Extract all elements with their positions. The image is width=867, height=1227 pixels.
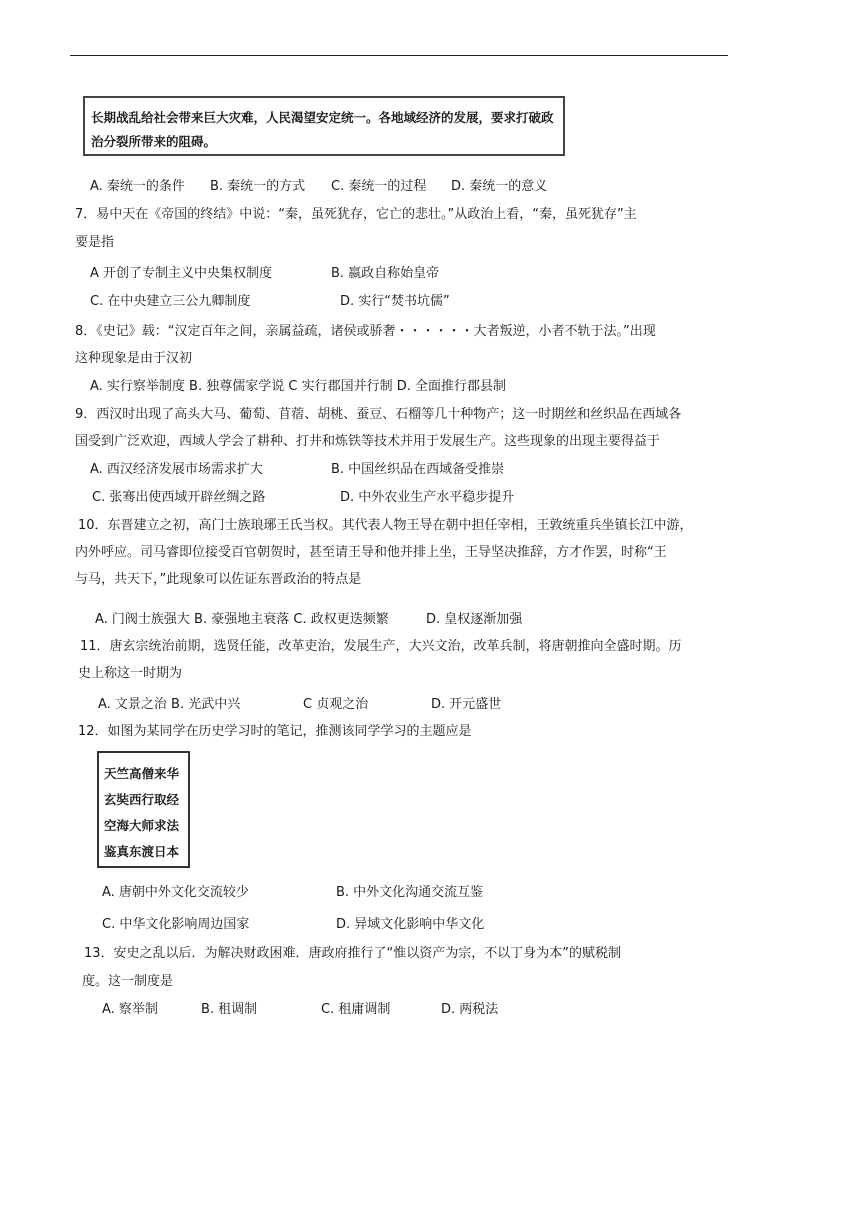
q6-option-d[interactable]: D. 秦统一的意义 — [451, 179, 548, 194]
q7-stem-line-1: 7．易中天在《帝国的终结》中说：“秦，虽死犹存，它亡的悲壮。”从政治上看，“秦，虽死犹存”主 — [75, 207, 637, 222]
q7-option-a[interactable]: A 开创了专制主义中央集权制度 — [90, 266, 273, 281]
material-line-2: 治分裂所带来的阻碍。 — [91, 134, 217, 149]
q8-stem-line-2: 这种现象是由于汉初 — [75, 351, 193, 366]
q13-option-b[interactable]: B. 租调制 — [201, 1002, 258, 1017]
q9-option-d[interactable]: D. 中外农业生产水平稳步提升 — [340, 490, 515, 505]
note-line-2: 玄奘西行取经 — [104, 792, 180, 807]
q6-option-c[interactable]: C. 秦统一的过程 — [331, 179, 427, 194]
material-line-1: 长期战乱给社会带来巨大灾难，人民渴望安定统一。各地域经济的发展，要求打破政 — [91, 110, 554, 125]
q12-stem: 12．如图为某同学在历史学习时的笔记，推测该同学学习的主题应是 — [78, 724, 472, 739]
q7-option-b[interactable]: B. 嬴政自称始皇帝 — [331, 266, 440, 281]
q10-option-d[interactable]: D. 皇权逐渐加强 — [426, 612, 523, 627]
q10-stem-line-2: 内外呼应。司马睿即位接受百官朝贺时，甚至请王导和他并排上坐，王导坚决推辞，方才作罢，时称“王 — [75, 545, 667, 560]
q12-option-a[interactable]: A. 唐朝中外文化交流较少 — [102, 885, 249, 900]
q12-option-c[interactable]: C. 中华文化影响周边国家 — [102, 917, 250, 932]
q6-option-a[interactable]: A. 秦统一的条件 — [90, 179, 185, 194]
q7-option-c[interactable]: C. 在中央建立三公九卿制度 — [90, 294, 251, 309]
q12-option-b[interactable]: B. 中外文化沟通交流互鉴 — [336, 885, 484, 900]
q10-stem-line-1: 10．东晋建立之初，高门士族琅琊王氏当权。其代表人物王导在朝中担任宰相，王敦统重兵坐镇长江中游， — [78, 518, 693, 533]
q9-stem-line-1: 9．西汉时出现了高头大马、葡萄、苜蓿、胡桃、蚕豆、石榴等几十种物产；这一时期丝和丝织品在西域各 — [75, 407, 682, 422]
q13-option-c[interactable]: C. 租庸调制 — [321, 1002, 391, 1017]
q11-option-ab[interactable]: A. 文景之治 B. 光武中兴 — [98, 697, 241, 712]
note-line-4: 鉴真东渡日本 — [104, 844, 180, 859]
note-line-3: 空海大师求法 — [104, 818, 180, 833]
q9-option-b[interactable]: B. 中国丝织品在西域备受推崇 — [331, 462, 505, 477]
q10-stem-line-3: 与马，共天下，”此现象可以佐证东晋政治的特点是 — [75, 572, 362, 587]
q8-stem-line-1: 8．《史记》载：“汉定百年之间，亲属益疏，诸侯或骄奢・・・・・・大者叛逆，小者不轨于法。”出现 — [75, 324, 656, 339]
header-rule — [70, 55, 728, 56]
q9-option-a[interactable]: A. 西汉经济发展市场需求扩大 — [90, 462, 263, 477]
material-box — [83, 96, 565, 156]
q11-stem-line-1: 11．唐玄宗统治前期，选贤任能，改革吏治，发展生产，大兴文治，改革兵制，将唐朝推向全盛时期。历 — [80, 639, 682, 654]
q13-stem-line-2: 度。这一制度是 — [82, 974, 174, 989]
q10-options-abc[interactable]: A. 门阀士族强大 B. 豪强地主衰落 C. 政权更迭频繁 — [95, 612, 389, 627]
q13-stem-line-1: 13．安史之乱以后．为解决财政困难．唐政府推行了“惟以资产为宗，不以丁身为本”的赋税制 — [84, 946, 622, 961]
q13-option-a[interactable]: A. 察举制 — [102, 1002, 158, 1017]
q8-options[interactable]: A. 实行察举制度 B. 独尊儒家学说 C 实行郡国并行制 D. 全面推行郡县制 — [90, 379, 506, 394]
study-note-box — [97, 751, 190, 868]
q11-option-c[interactable]: C 贞观之治 — [303, 697, 369, 712]
q11-stem-line-2: 史上称这一时期为 — [78, 666, 183, 681]
q9-option-c[interactable]: C. 张骞出使西域开辟丝绸之路 — [92, 490, 266, 505]
q7-stem-line-2: 要是指 — [75, 235, 115, 250]
q11-option-d[interactable]: D. 开元盛世 — [431, 697, 502, 712]
q12-option-d[interactable]: D. 异域文化影响中华文化 — [336, 917, 485, 932]
q13-option-d[interactable]: D. 两税法 — [441, 1002, 499, 1017]
q6-option-b[interactable]: B. 秦统一的方式 — [210, 179, 306, 194]
q9-stem-line-2: 国受到广泛欢迎，西域人学会了耕种、打井和炼铁等技术并用于发展生产。这些现象的出现主要得益于 — [75, 434, 661, 449]
q7-option-d[interactable]: D. 实行“焚书坑儒” — [340, 294, 450, 309]
note-line-1: 天竺高僧来华 — [104, 766, 180, 781]
